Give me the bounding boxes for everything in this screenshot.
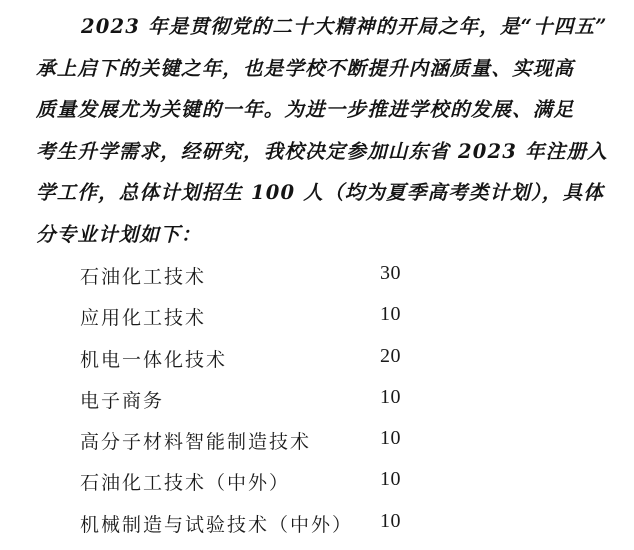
major-row — [80, 460, 420, 501]
intro-line: 质量发展尤为关键的一年。为进一步推进学校的发展、满足 — [36, 98, 575, 121]
major-name: 高分子材料智能制造技术 — [80, 431, 312, 454]
intro-line: 2023 年是贯彻党的二十大精神的开局之年，是“十四五” — [81, 15, 608, 38]
major-enrollment-count: 10 — [380, 303, 401, 326]
major-enrollment-count: 10 — [380, 385, 401, 408]
major-enrollment-count: 10 — [380, 427, 401, 450]
major-enrollment-count: 30 — [380, 262, 401, 284]
major-row — [80, 502, 420, 543]
intro-line: 考生升学需求，经研究，我校决定参加山东省 2023 年注册入 — [36, 139, 608, 163]
major-row — [80, 295, 420, 336]
major-enrollment-count: 10 — [380, 509, 401, 532]
major-enrollment-count: 10 — [380, 468, 401, 491]
major-enrollment-count: 20 — [380, 344, 401, 367]
intro-line: 分专业计划如下： — [36, 222, 202, 246]
major-row — [80, 419, 420, 460]
major-row — [80, 378, 420, 419]
major-name: 电子商务 — [80, 389, 165, 412]
intro-line: 承上启下的关键之年，也是学校不断提升内涵质量、实现高 — [36, 56, 575, 80]
major-name: 机电一体化技术 — [80, 348, 228, 371]
major-name: 机械制造与试验技术（中外） — [80, 513, 354, 536]
major-name: 石油化工技术（中外） — [80, 472, 291, 495]
major-row — [80, 337, 420, 378]
major-name: 石油化工技术 — [80, 266, 207, 288]
major-name: 应用化工技术 — [80, 307, 207, 330]
major-row — [80, 254, 420, 295]
intro-line: 学工作，总体计划招生 100 人（均为夏季高考类计划），具体 — [36, 181, 605, 204]
major-plan-list — [80, 254, 420, 543]
intro-paragraph — [36, 6, 616, 255]
